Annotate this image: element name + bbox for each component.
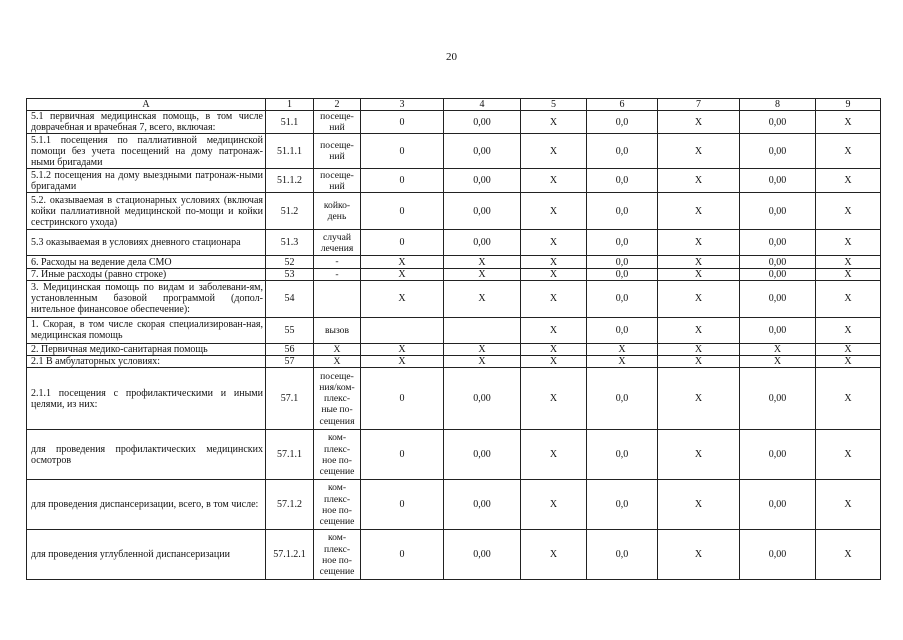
value-cell: X	[658, 111, 740, 134]
row-code-cell: 51.3	[266, 230, 314, 256]
value-cell: X	[658, 530, 740, 580]
value-cell: 0,0	[587, 169, 658, 193]
table-row	[27, 343, 881, 355]
value-cell: X	[816, 343, 881, 355]
value-cell: 0,00	[740, 169, 816, 193]
value-cell: X	[587, 356, 658, 368]
value-cell: X	[816, 430, 881, 480]
row-code-cell: 54	[266, 280, 314, 317]
value-cell: X	[444, 343, 521, 355]
unit-cell	[314, 280, 361, 317]
row-code-cell: 57.1.2.1	[266, 530, 314, 580]
value-cell: X	[361, 256, 444, 268]
row-label-cell: 6. Расходы на ведение дела СМО	[27, 256, 266, 268]
value-cell: X	[521, 317, 587, 343]
row-label-cell: 3. Медицинская помощь по видам и заболевани-ям, установленным базовой программой (допол-нительное финансовое обеспечение):	[27, 280, 266, 317]
value-cell: X	[816, 368, 881, 430]
row-label-cell: 2.1.1 посещения с профилактическими и иными целями, из них:	[27, 368, 266, 430]
unit-cell: посеще- ний	[314, 111, 361, 134]
value-cell: X	[816, 256, 881, 268]
value-cell: 0,00	[740, 317, 816, 343]
value-cell: X	[816, 268, 881, 280]
value-cell: 0,0	[587, 134, 658, 169]
value-cell: 0	[361, 169, 444, 193]
table-row	[27, 356, 881, 368]
value-cell: X	[444, 356, 521, 368]
table-row	[27, 193, 881, 230]
value-cell	[361, 317, 444, 343]
value-cell: 0	[361, 230, 444, 256]
value-cell: X	[658, 343, 740, 355]
value-cell: 0,00	[740, 268, 816, 280]
value-cell: 0	[361, 430, 444, 480]
header-cell-5: 5	[521, 99, 587, 111]
table-row	[27, 430, 881, 480]
value-cell: X	[658, 280, 740, 317]
header-cell-0: А	[27, 99, 266, 111]
unit-cell: посеще- ний	[314, 169, 361, 193]
value-cell: X	[521, 343, 587, 355]
value-cell: X	[816, 280, 881, 317]
value-cell: X	[444, 280, 521, 317]
value-cell: X	[816, 193, 881, 230]
value-cell	[444, 317, 521, 343]
header-cell-2: 2	[314, 99, 361, 111]
header-cell-3: 3	[361, 99, 444, 111]
value-cell: X	[658, 169, 740, 193]
value-cell: X	[361, 356, 444, 368]
value-cell: 0,0	[587, 230, 658, 256]
row-code-cell: 51.1.1	[266, 134, 314, 169]
unit-cell: вызов	[314, 317, 361, 343]
row-code-cell: 56	[266, 343, 314, 355]
value-cell: X	[658, 356, 740, 368]
row-label-cell: для проведения углубленной диспансеризации	[27, 530, 266, 580]
row-label-cell: 7. Иные расходы (равно строке)	[27, 268, 266, 280]
unit-cell: ком- плекс- ное по- сещение	[314, 480, 361, 530]
row-code-cell: 57.1	[266, 368, 314, 430]
value-cell: 0,0	[587, 430, 658, 480]
unit-cell: койко- день	[314, 193, 361, 230]
value-cell: 0,0	[587, 111, 658, 134]
value-cell: X	[658, 480, 740, 530]
value-cell: 0,0	[587, 256, 658, 268]
value-cell: 0,0	[587, 193, 658, 230]
table-row	[27, 134, 881, 169]
value-cell: 0,00	[740, 256, 816, 268]
unit-cell: посеще- ния/ком- плекс- ные по- сещения	[314, 368, 361, 430]
table-row	[27, 111, 881, 134]
value-cell: 0,00	[740, 280, 816, 317]
value-cell: X	[816, 530, 881, 580]
value-cell: 0,00	[740, 230, 816, 256]
value-cell: 0,00	[740, 430, 816, 480]
table-row	[27, 530, 881, 580]
value-cell: 0,00	[444, 230, 521, 256]
value-cell: X	[587, 343, 658, 355]
value-cell: 0,00	[740, 368, 816, 430]
value-cell: X	[521, 134, 587, 169]
data-table	[26, 98, 881, 580]
table-row	[27, 256, 881, 268]
table-row	[27, 368, 881, 430]
unit-cell: X	[314, 356, 361, 368]
row-label-cell: 5.1 первичная медицинская помощь, в том числе доврачебная и врачебная 7, всего, включая:	[27, 111, 266, 134]
value-cell: 0,00	[740, 480, 816, 530]
value-cell: 0,00	[740, 530, 816, 580]
value-cell: 0	[361, 368, 444, 430]
value-cell: X	[521, 368, 587, 430]
table-row	[27, 280, 881, 317]
table-row	[27, 317, 881, 343]
value-cell: X	[658, 368, 740, 430]
unit-cell: -	[314, 256, 361, 268]
row-label-cell: для проведения профилактических медицинских осмотров	[27, 430, 266, 480]
value-cell: X	[658, 193, 740, 230]
value-cell: X	[521, 193, 587, 230]
row-code-cell: 51.1	[266, 111, 314, 134]
table-row	[27, 230, 881, 256]
row-code-cell: 52	[266, 256, 314, 268]
value-cell: X	[658, 256, 740, 268]
value-cell: 0	[361, 111, 444, 134]
row-code-cell: 57.1.1	[266, 430, 314, 480]
row-label-cell: 1. Скорая, в том числе скорая специализирован-ная, медицинская помощь	[27, 317, 266, 343]
row-label-cell: 5.1.2 посещения на дому выездными патронаж-ными бригадами	[27, 169, 266, 193]
value-cell: 0	[361, 193, 444, 230]
value-cell: 0,00	[444, 134, 521, 169]
value-cell: 0,00	[740, 193, 816, 230]
value-cell: X	[361, 343, 444, 355]
value-cell: 0,00	[444, 111, 521, 134]
table-row	[27, 169, 881, 193]
value-cell: 0,0	[587, 480, 658, 530]
value-cell: 0,00	[444, 480, 521, 530]
value-cell: 0,00	[444, 430, 521, 480]
value-cell: 0,00	[444, 169, 521, 193]
header-cell-9: 9	[816, 99, 881, 111]
row-label-cell: 5.3 оказываемая в условиях дневного стационара	[27, 230, 266, 256]
value-cell: X	[521, 530, 587, 580]
header-cell-7: 7	[658, 99, 740, 111]
value-cell: X	[816, 356, 881, 368]
value-cell: 0	[361, 134, 444, 169]
value-cell: X	[521, 169, 587, 193]
value-cell: X	[521, 268, 587, 280]
value-cell: X	[521, 256, 587, 268]
unit-cell: X	[314, 343, 361, 355]
value-cell: X	[361, 280, 444, 317]
value-cell: 0,00	[444, 193, 521, 230]
row-code-cell: 51.1.2	[266, 169, 314, 193]
header-row	[27, 99, 881, 111]
value-cell: X	[816, 317, 881, 343]
value-cell: 0	[361, 530, 444, 580]
row-label-cell: 5.1.1 посещения по паллиативной медицинской помощи без учета посещений на дому патронаж-ными бригадами	[27, 134, 266, 169]
value-cell: X	[521, 111, 587, 134]
header-cell-4: 4	[444, 99, 521, 111]
row-code-cell: 57	[266, 356, 314, 368]
value-cell: X	[816, 480, 881, 530]
value-cell: 0,0	[587, 317, 658, 343]
row-code-cell: 57.1.2	[266, 480, 314, 530]
row-label-cell: для проведения диспансеризации, всего, в том числе:	[27, 480, 266, 530]
value-cell: 0	[361, 480, 444, 530]
value-cell: X	[521, 230, 587, 256]
unit-cell: ком- плекс- ное по- сещение	[314, 530, 361, 580]
value-cell: X	[521, 280, 587, 317]
value-cell: 0,0	[587, 280, 658, 317]
table-row	[27, 480, 881, 530]
unit-cell: -	[314, 268, 361, 280]
value-cell: X	[658, 430, 740, 480]
value-cell: X	[658, 134, 740, 169]
row-label-cell: 2.1 В амбулаторных условиях:	[27, 356, 266, 368]
value-cell: 0,00	[444, 530, 521, 580]
value-cell: X	[521, 480, 587, 530]
value-cell: 0,00	[740, 134, 816, 169]
row-label-cell: 5.2. оказываемая в стационарных условиях (включая койки паллиативной медицинской по-мощи и койки сестринского ухода)	[27, 193, 266, 230]
value-cell: 0,00	[740, 111, 816, 134]
value-cell: X	[816, 230, 881, 256]
unit-cell: случай лечения	[314, 230, 361, 256]
row-label-cell: 2. Первичная медико-санитарная помощь	[27, 343, 266, 355]
value-cell: X	[521, 430, 587, 480]
value-cell: X	[740, 356, 816, 368]
header-cell-8: 8	[740, 99, 816, 111]
value-cell: 0,0	[587, 530, 658, 580]
value-cell: X	[816, 169, 881, 193]
value-cell: X	[740, 343, 816, 355]
value-cell: X	[816, 134, 881, 169]
value-cell: 0,00	[444, 368, 521, 430]
value-cell: X	[521, 356, 587, 368]
value-cell: X	[361, 268, 444, 280]
header-cell-6: 6	[587, 99, 658, 111]
value-cell: 0,0	[587, 268, 658, 280]
header-cell-1: 1	[266, 99, 314, 111]
row-code-cell: 53	[266, 268, 314, 280]
value-cell: X	[658, 268, 740, 280]
value-cell: X	[658, 230, 740, 256]
unit-cell: ком- плекс- ное по- сещение	[314, 430, 361, 480]
unit-cell: посеще- ний	[314, 134, 361, 169]
value-cell: X	[444, 268, 521, 280]
page-number: 20	[446, 51, 457, 63]
value-cell: 0,0	[587, 368, 658, 430]
value-cell: X	[816, 111, 881, 134]
value-cell: X	[444, 256, 521, 268]
value-cell: X	[658, 317, 740, 343]
row-code-cell: 55	[266, 317, 314, 343]
row-code-cell: 51.2	[266, 193, 314, 230]
table-row	[27, 268, 881, 280]
